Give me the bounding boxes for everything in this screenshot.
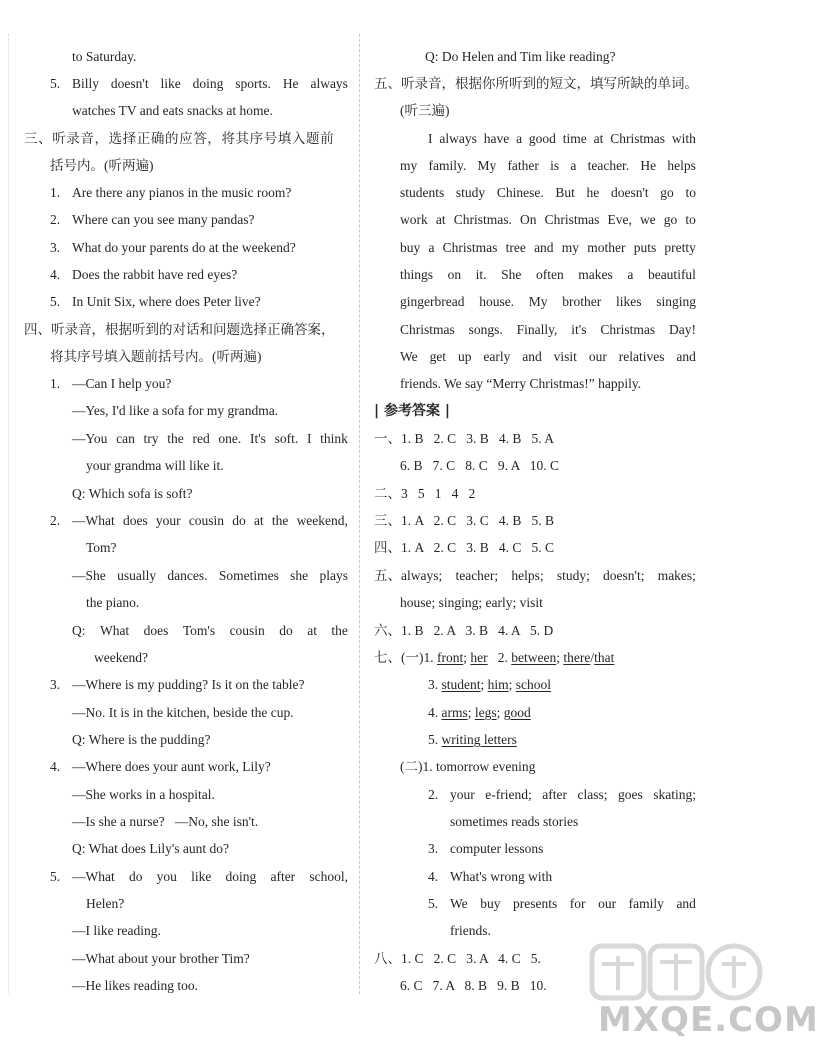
word: cousin	[229, 623, 265, 638]
question-text: Does the rabbit have red eyes?	[72, 267, 238, 282]
word: with	[671, 131, 696, 146]
item-number: 2.	[50, 212, 61, 227]
word: Chinese.	[496, 185, 544, 200]
word: at	[253, 513, 264, 528]
word: —What	[72, 513, 115, 528]
word: —She	[72, 568, 106, 583]
word: a	[627, 267, 634, 282]
dialog-line: —Yes, I'd like a sofa for my grandma.	[72, 403, 279, 418]
word: one.	[218, 431, 242, 446]
answer-text: computer lessons	[450, 841, 544, 856]
word: pretty	[664, 240, 696, 255]
word: and	[522, 349, 542, 364]
word: like	[191, 869, 212, 884]
word: doesn't	[610, 185, 649, 200]
word: doing	[192, 76, 224, 91]
column-divider	[359, 34, 360, 994]
word: doesn't;	[603, 568, 645, 583]
answer-5-line: house; singing; early; visit	[400, 595, 543, 610]
word: plays	[319, 568, 348, 583]
word: doesn't	[110, 76, 149, 91]
word: try	[143, 431, 159, 446]
answer-word: legs	[474, 705, 497, 720]
word: my	[400, 158, 418, 173]
word: Christmas	[544, 212, 600, 227]
word: We	[450, 896, 468, 911]
word: makes;	[657, 568, 696, 583]
word: e-friend;	[485, 787, 532, 802]
dialog-line: your grandma will like it.	[86, 458, 224, 473]
word: you	[156, 869, 177, 884]
word: —You	[72, 431, 108, 446]
answer-text: tomorrow evening	[436, 759, 536, 774]
question-text: Where can you see many pandas?	[72, 212, 255, 227]
dialog-line: Helen?	[86, 896, 125, 911]
passage-line	[400, 157, 696, 175]
dialog-line: —What about your brother Tim?	[72, 951, 250, 966]
word: house.	[479, 294, 515, 309]
item-number: 2.	[50, 513, 61, 528]
dialog-line: —Is she a nurse? —No, she isn't.	[72, 814, 259, 829]
word: can	[116, 431, 135, 446]
dialog-line	[72, 512, 348, 530]
word: do	[279, 623, 293, 638]
word: the	[271, 513, 289, 528]
word: family.	[428, 158, 467, 173]
dialog-line: —No. It is in the kitchen, beside the cup.	[72, 705, 294, 720]
word: singing	[656, 294, 696, 309]
item-number: 4.	[428, 705, 439, 720]
word: cousin	[188, 513, 225, 528]
word: puts	[633, 240, 657, 255]
answer-3-line: 三、1. A 2. C 3. C 4. B 5. B	[374, 513, 555, 528]
word: get	[429, 349, 447, 364]
answer-7-line: 七、(一)1. front; her 2. between; there/that	[374, 650, 615, 665]
word: Christmas	[610, 131, 666, 146]
item-number: 1.	[50, 376, 61, 391]
word: school,	[309, 869, 348, 884]
word: gingerbread	[400, 294, 465, 309]
word: makes	[578, 267, 613, 282]
word: likes	[615, 294, 642, 309]
justified-line	[72, 75, 348, 93]
word: On	[519, 212, 537, 227]
word: tree	[505, 240, 526, 255]
word: What	[99, 623, 130, 638]
section-3-heading: 三、听录音，选择正确的应答，将其序号填入题前	[24, 131, 335, 146]
question-text: In Unit Six, where does Peter live?	[72, 294, 261, 309]
dialog-question: Q: Which sofa is soft?	[72, 486, 193, 501]
word: buy	[400, 240, 421, 255]
word: things	[400, 267, 434, 282]
answer-7b-prefix: (二)1.	[400, 759, 433, 774]
answer-1-line: 6. B 7. C 8. C 9. A 10. C	[400, 458, 560, 473]
separator: ;	[463, 650, 471, 665]
word: Day!	[669, 322, 696, 337]
section-5-heading: 五、听录音，根据你所听到的短文，填写所缺的单词。	[374, 76, 698, 91]
word: study	[455, 185, 486, 200]
word: Finally,	[516, 322, 558, 337]
answer-8-line: 6. C 7. A 8. B 9. B 10.	[400, 978, 547, 993]
item-number: 5.	[50, 76, 61, 91]
dialog-question: Q: Where is the pudding?	[72, 732, 211, 747]
item-number: 5.	[428, 732, 439, 747]
dialog-line: —Where is my pudding? Is it on the table?	[72, 677, 305, 692]
word: doing	[225, 869, 257, 884]
answer-word: that	[594, 650, 615, 665]
word: Christmas	[400, 322, 455, 337]
answer-word: good	[503, 705, 531, 720]
item-number: 3.	[428, 841, 439, 856]
answer-text	[450, 786, 696, 804]
word: —What	[72, 869, 115, 884]
section-4-heading: 四、听录音，根据听到的对话和问题选择正确答案，	[24, 322, 335, 337]
item-number: 5.	[428, 896, 439, 911]
word: we	[639, 212, 656, 227]
answer-8-line: 八、1. C 2. C 3. A 4. C 5.	[374, 951, 541, 966]
answer-2-line: 二、3 5 1 4 2	[374, 486, 476, 501]
answer-6-line: 六、1. B 2. A 3. B 4. A 5. D	[374, 623, 554, 638]
word: visit	[553, 349, 577, 364]
passage-line	[428, 130, 696, 148]
item-number: 4.	[428, 869, 439, 884]
dialog-line: the piano.	[86, 595, 140, 610]
word: weekend,	[296, 513, 348, 528]
passage-line	[400, 211, 696, 229]
word: your	[450, 787, 475, 802]
text-line: watches TV and eats snacks at home.	[72, 103, 273, 118]
word: and	[676, 896, 696, 911]
item-number: 4.	[50, 759, 61, 774]
word: a	[570, 158, 577, 173]
word: time	[562, 131, 587, 146]
word: early	[483, 349, 511, 364]
word: He	[282, 76, 299, 91]
word: study;	[556, 568, 590, 583]
dialog-line	[72, 430, 348, 448]
word: red	[192, 431, 210, 446]
word: to	[685, 212, 696, 227]
answer-7-line	[428, 731, 517, 749]
word: teacher;	[455, 568, 499, 583]
word: family	[628, 896, 664, 911]
word: at	[435, 212, 446, 227]
word: He	[640, 158, 657, 173]
word: It's	[249, 431, 266, 446]
answer-text: sometimes reads stories	[450, 814, 579, 829]
answer-text: What's wrong with	[450, 869, 553, 884]
answer-word: between	[511, 650, 557, 665]
section-3-heading-cont: 括号内。(听两遍)	[50, 158, 154, 173]
word: do	[232, 513, 246, 528]
dialog-line: —I like reading.	[72, 923, 161, 938]
answer-word: writing letters	[441, 732, 517, 747]
word: Sometimes	[218, 568, 279, 583]
item-number: 3.	[50, 240, 61, 255]
slash: /	[590, 650, 595, 665]
word: 五、always;	[374, 568, 443, 583]
word: brother	[562, 294, 602, 309]
word: a	[516, 131, 523, 146]
word: go	[660, 185, 674, 200]
dialog-line: —She works in a hospital.	[72, 787, 215, 802]
passage-line	[400, 184, 696, 202]
word: father	[507, 158, 539, 173]
word: Christmas	[600, 322, 656, 337]
dialog-question-cont: weekend?	[94, 650, 148, 665]
word: like	[160, 76, 181, 91]
answer-word: arms	[441, 705, 468, 720]
answer-7-line: 3. student; him; school	[428, 677, 552, 692]
word: buy	[480, 896, 501, 911]
question-text: What do your parents do at the weekend?	[72, 240, 296, 255]
answer-7-line: 4. arms; legs; good	[428, 705, 531, 720]
answer-text: friends.	[450, 923, 491, 938]
item-number: 5.	[50, 294, 61, 309]
word: helps;	[511, 568, 544, 583]
passage-line	[400, 321, 696, 339]
word: Billy	[72, 76, 100, 91]
passage-line: friends. We say “Merry Christmas!” happily.	[400, 376, 642, 391]
word: and	[534, 240, 554, 255]
answer-7b-line	[400, 758, 535, 776]
word: sports.	[235, 76, 271, 91]
word: helps	[667, 158, 696, 173]
dialog-line	[72, 868, 348, 886]
watermark-text: MXQE.COM	[598, 1000, 819, 1040]
word: dances.	[167, 568, 208, 583]
word: presents	[513, 896, 558, 911]
word: a	[428, 240, 435, 255]
answer-4-line: 四、1. A 2. C 3. B 4. C 5. C	[374, 540, 555, 555]
item-number: 2.	[497, 650, 508, 665]
dialog-line: —Where does your aunt work, Lily?	[72, 759, 271, 774]
word: think	[320, 431, 348, 446]
dialog-question	[72, 622, 348, 640]
word: beautiful	[647, 267, 696, 282]
word: for	[569, 896, 586, 911]
word: at	[593, 131, 604, 146]
dialog-question: Q: Do Helen and Tim like reading?	[425, 49, 616, 64]
item-number: 3.	[50, 677, 61, 692]
answers-header: | 参考答案 |	[374, 403, 450, 419]
answer-word: student	[441, 677, 481, 692]
word: Eve,	[607, 212, 632, 227]
answer-1-line: 一、1. B 2. C 3. B 4. B 5. A	[374, 431, 555, 446]
dialog-line: —He likes reading too.	[72, 978, 198, 993]
word: soft.	[274, 431, 299, 446]
word: up	[457, 349, 472, 364]
word: do	[128, 869, 143, 884]
word: is	[550, 158, 560, 173]
item-number: 4.	[50, 267, 61, 282]
answer-7-prefix: 七、(一)1.	[374, 650, 434, 665]
answer-5-line	[374, 567, 696, 585]
item-number: 1.	[50, 185, 61, 200]
word: work	[400, 212, 428, 227]
continued-line: to Saturday.	[72, 49, 137, 64]
word: it's	[571, 322, 587, 337]
word: our	[588, 349, 607, 364]
word: after	[270, 869, 296, 884]
word: my	[561, 240, 580, 255]
word: songs.	[468, 322, 503, 337]
word: always	[439, 131, 477, 146]
word: good	[528, 131, 556, 146]
word: But	[555, 185, 575, 200]
item-number: 3.	[428, 677, 439, 692]
word: skating;	[653, 787, 696, 802]
word: relatives	[618, 349, 665, 364]
section-4-heading-cont: 将其序号填入题前括号内。(听两遍)	[50, 349, 262, 364]
answer-word: her	[470, 650, 488, 665]
word: My	[477, 158, 497, 173]
item-number: 5.	[50, 869, 61, 884]
section-5-heading-cont: (听三遍)	[400, 103, 450, 118]
word: your	[155, 513, 181, 528]
word: teacher.	[587, 158, 630, 173]
word: does	[143, 623, 169, 638]
word: does	[122, 513, 148, 528]
word: on	[447, 267, 462, 282]
word: always	[310, 76, 348, 91]
word: Tom's	[182, 623, 216, 638]
word: She	[501, 267, 522, 282]
dialog-line: Tom?	[86, 540, 117, 555]
word: have	[483, 131, 510, 146]
word: after	[542, 787, 567, 802]
word: class;	[577, 787, 608, 802]
word: goes	[617, 787, 643, 802]
word: it.	[475, 267, 487, 282]
word: to	[685, 185, 696, 200]
word: students	[400, 185, 445, 200]
word: I	[306, 431, 312, 446]
item-number: 2.	[428, 787, 439, 802]
word: go	[663, 212, 678, 227]
dialog-line	[72, 567, 348, 585]
word: I	[428, 131, 433, 146]
question-text: Are there any pianos in the music room?	[72, 185, 292, 200]
word: the	[167, 431, 184, 446]
word: she	[290, 568, 309, 583]
passage-line	[400, 293, 696, 311]
word: We	[400, 349, 418, 364]
word: often	[535, 267, 564, 282]
answer-word: him	[487, 677, 509, 692]
word: mother	[587, 240, 626, 255]
dialog-question: Q: What does Lily's aunt do?	[72, 841, 230, 856]
word: the	[331, 623, 348, 638]
word: he	[586, 185, 600, 200]
dialog-line: —Can I help you?	[72, 376, 172, 391]
word: Q:	[72, 623, 86, 638]
answer-word: school	[515, 677, 552, 692]
word: My	[528, 294, 548, 309]
answer-text	[450, 895, 696, 913]
word: our	[598, 896, 617, 911]
word: Christmas	[442, 240, 498, 255]
answer-word: there	[563, 650, 591, 665]
page-edge-line	[8, 34, 9, 994]
word: Christmas.	[453, 212, 512, 227]
answer-word: front	[437, 650, 464, 665]
word: at	[307, 623, 317, 638]
word: usually	[117, 568, 157, 583]
word: and	[676, 349, 696, 364]
passage-line	[400, 348, 696, 366]
passage-line	[400, 266, 696, 284]
passage-line	[400, 239, 696, 257]
